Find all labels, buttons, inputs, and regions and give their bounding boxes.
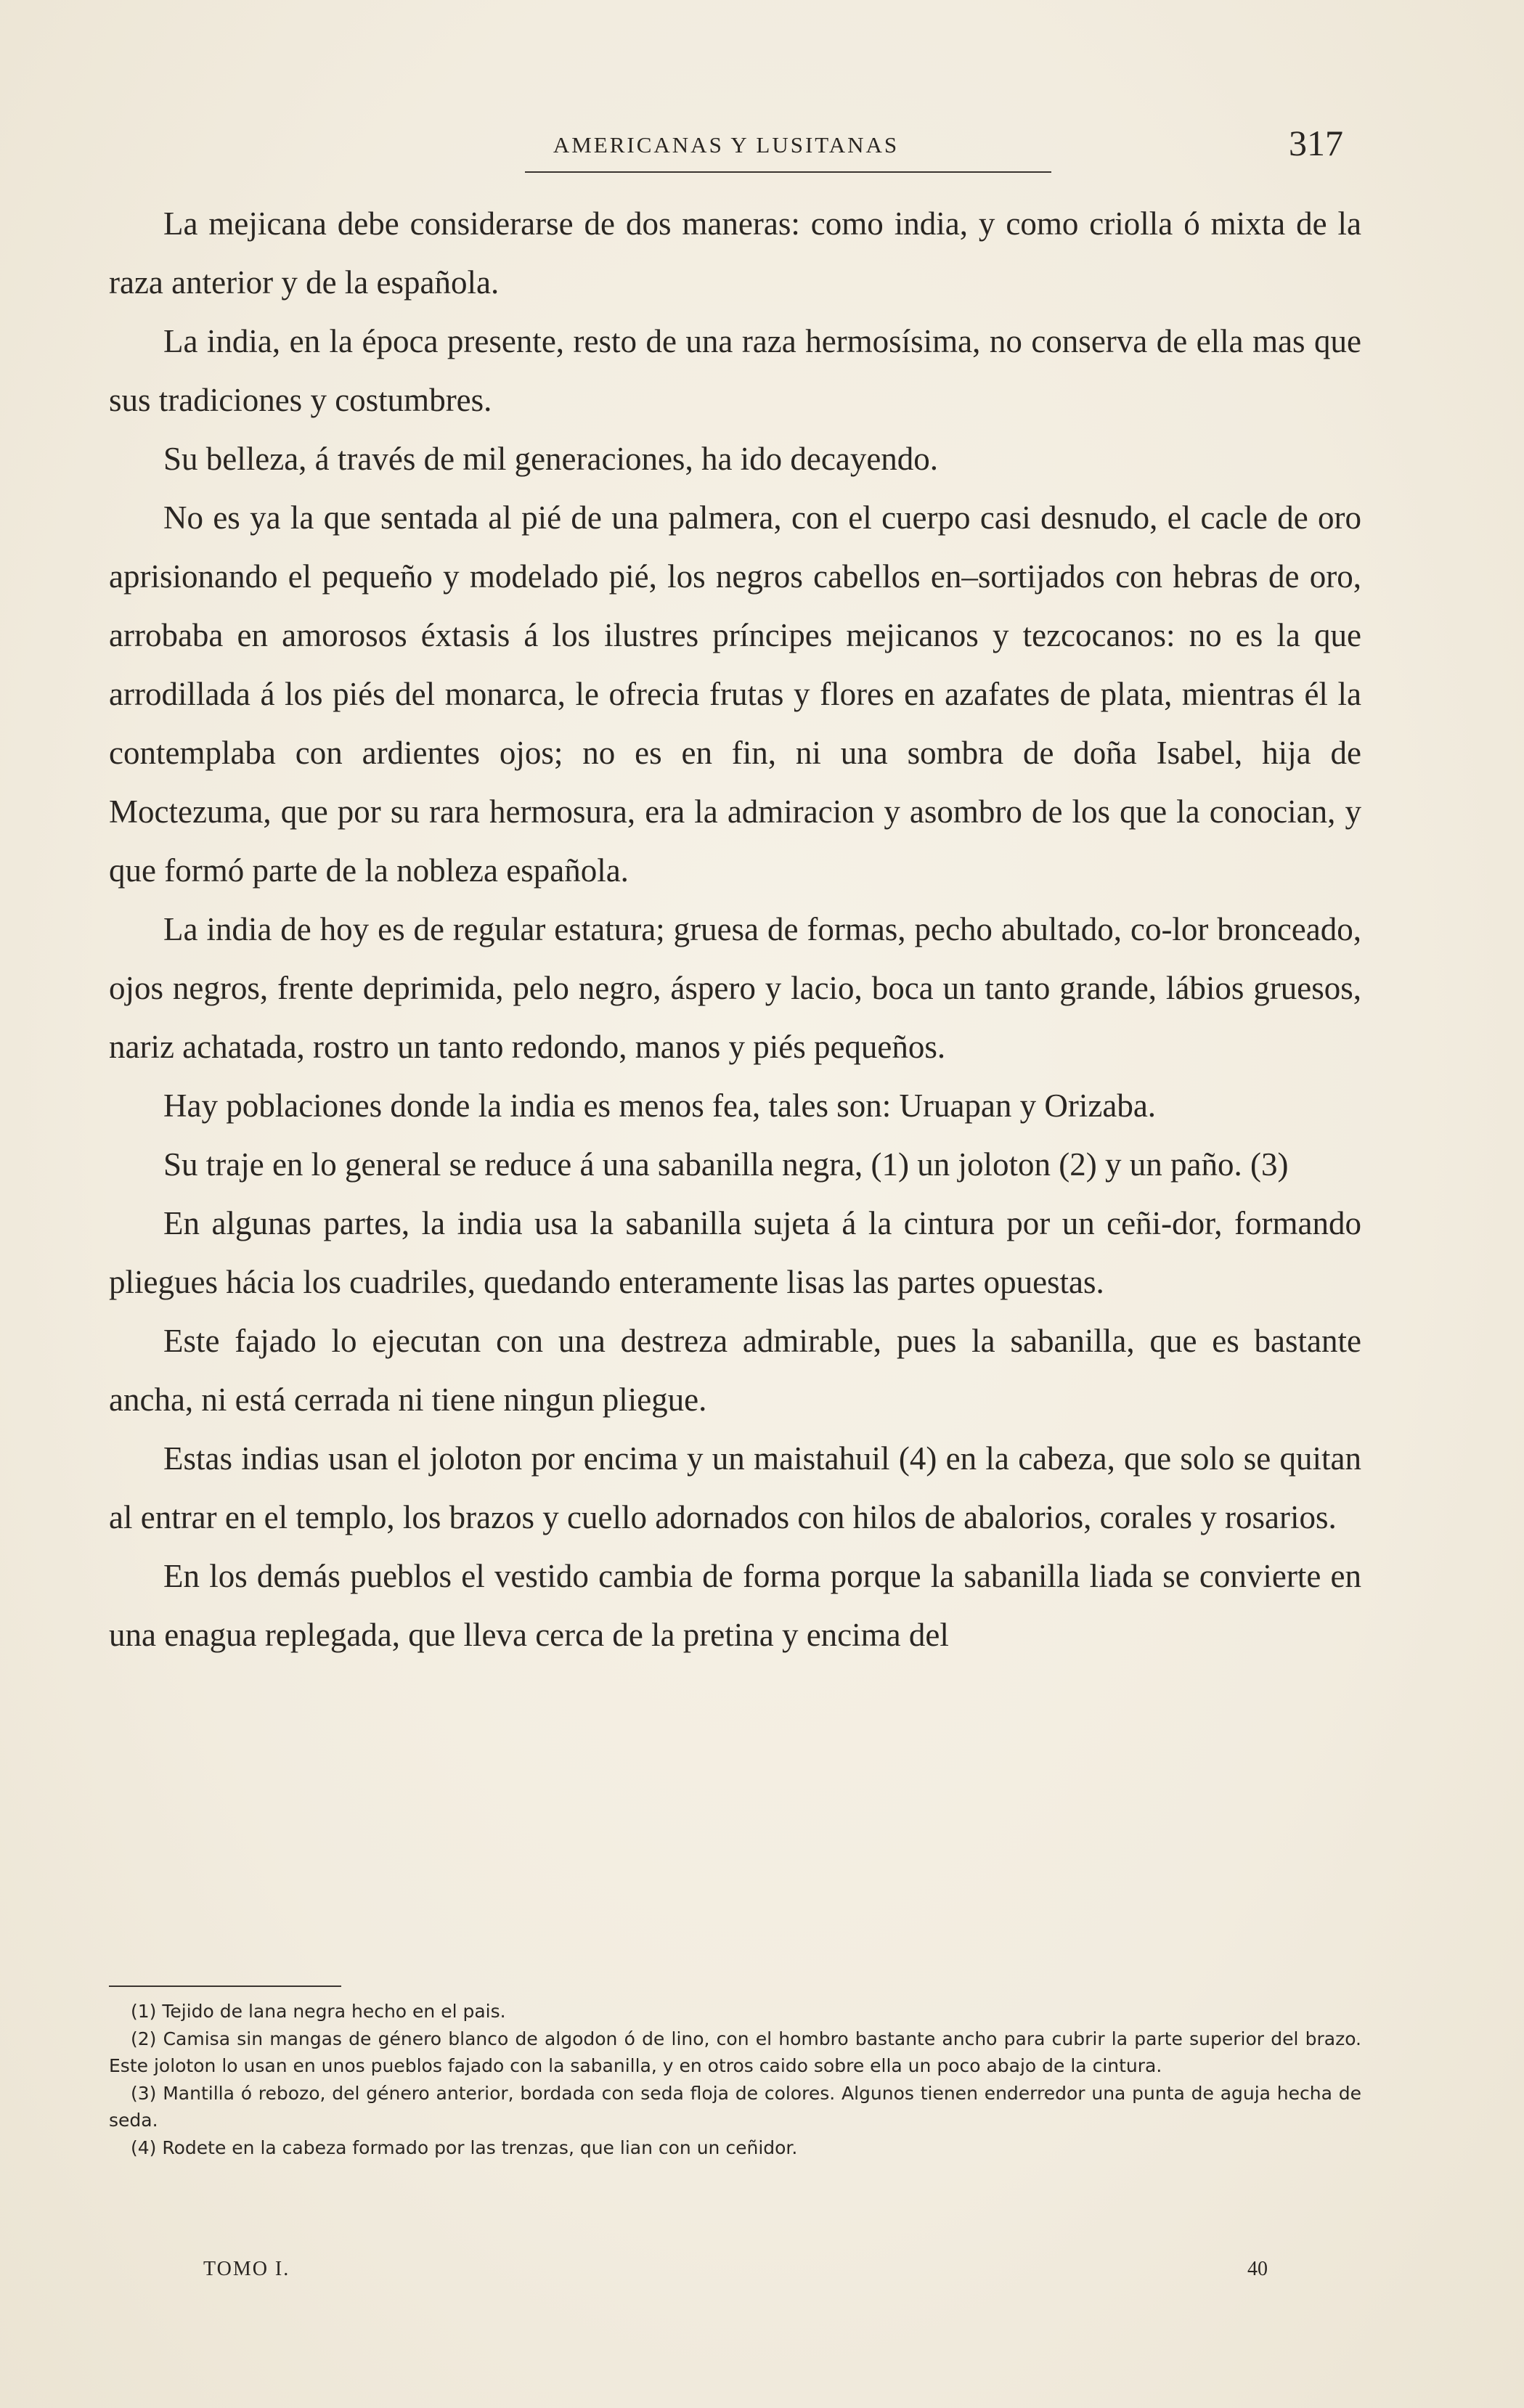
footnote: (2) Camisa sin mangas de género blanco de algodon ó de lino, con el hombro bastante ancho para cubrir la parte superior del brazo. Este joloton lo usan en unos pueblos fajado con la sabanilla, y en otros caido sobre ella un poco abajo de la cintura. bbox=[109, 2028, 1361, 2076]
paragraph: La mejicana debe considerarse de dos maneras: como india, y como criolla ó mixta de la raza anterior y de la española. bbox=[109, 205, 1361, 301]
page-footer bbox=[109, 2258, 1361, 2287]
footnote: (1) Tejido de lana negra hecho en el pais. bbox=[131, 2001, 506, 2022]
footnote: (4) Rodete en la cabeza formado por las trenzas, que lian con un ceñidor. bbox=[131, 2136, 798, 2158]
paragraph: En algunas partes, la india usa la sabanilla sujeta á la cintura por un ceñi-dor, formando pliegues hácia los cuadriles, quedando enteramente lisas las partes opuestas. bbox=[109, 1205, 1361, 1300]
signature-mark: 40 bbox=[1247, 2258, 1268, 2280]
header-rule bbox=[525, 171, 1051, 173]
paragraph: No es ya la que sentada al pié de una palmera, con el cuerpo casi desnudo, el cacle de oro aprisionando el pequeño y modelado pié, los negros cabellos en–sortijados con hebras de oro, arrobaba en amorosos éxtasis á los ilustres príncipes mejicanos y tezcocanos: no es la que arrodillada á los piés del monarca, le ofrecia frutas y flores en azafates de plata, mientras él la contemplaba con ardientes ojos; no es en fin, ni una sombra de doña Isabel, hija de Moctezuma, que por su rara hermosura, era la admiracion y asombro de los que la conocian, y que formó parte de la nobleza española. bbox=[109, 499, 1361, 889]
volume-mark: TOMO I. bbox=[203, 2258, 290, 2280]
paragraph: Hay poblaciones donde la india es menos fea, tales son: Uruapan y Orizaba. bbox=[163, 1087, 1157, 1124]
paragraph: Estas indias usan el joloton por encima y un maistahuil (4) en la cabeza, que solo se quitan al entrar en el templo, los brazos y cuello adornados con hilos de abalorios, corales y rosarios. bbox=[109, 1440, 1361, 1535]
paragraph: Su belleza, á través de mil generaciones, ha ido decayendo. bbox=[163, 441, 939, 477]
page-header bbox=[109, 116, 1343, 174]
paragraph: La india, en la época presente, resto de una raza hermosísima, no conserva de ella mas que sus tradiciones y costumbres. bbox=[109, 323, 1361, 418]
page-number: 317 bbox=[1289, 123, 1343, 163]
running-title: AMERICANAS Y LUSITANAS bbox=[553, 132, 900, 158]
footnotes bbox=[109, 1998, 1361, 2161]
paragraph: En los demás pueblos el vestido cambia de forma porque la sabanilla liada se convierte en una enagua replegada, que lleva cerca de la pretina y encima del bbox=[109, 1558, 1361, 1653]
footnote-rule bbox=[109, 1985, 341, 1987]
body-text bbox=[109, 195, 1361, 1665]
footnote: (3) Mantilla ó rebozo, del género anterior, bordada con seda floja de colores. Algunos tienen enderredor una punta de aguja hecha de seda. bbox=[109, 2082, 1361, 2131]
paragraph: Este fajado lo ejecutan con una destreza admirable, pues la sabanilla, que es bastante ancha, ni está cerrada ni tiene ningun pliegue. bbox=[109, 1323, 1361, 1418]
paragraph: Su traje en lo general se reduce á una sabanilla negra, (1) un joloton (2) y un paño. (3) bbox=[163, 1146, 1289, 1183]
paragraph: La india de hoy es de regular estatura; gruesa de formas, pecho abultado, co-lor bronceado, ojos negros, frente deprimida, pelo negro, áspero y lacio, boca un tanto grande, lábios gruesos, nariz achatada, rostro un tanto redondo, manos y piés pequeños. bbox=[109, 911, 1361, 1065]
